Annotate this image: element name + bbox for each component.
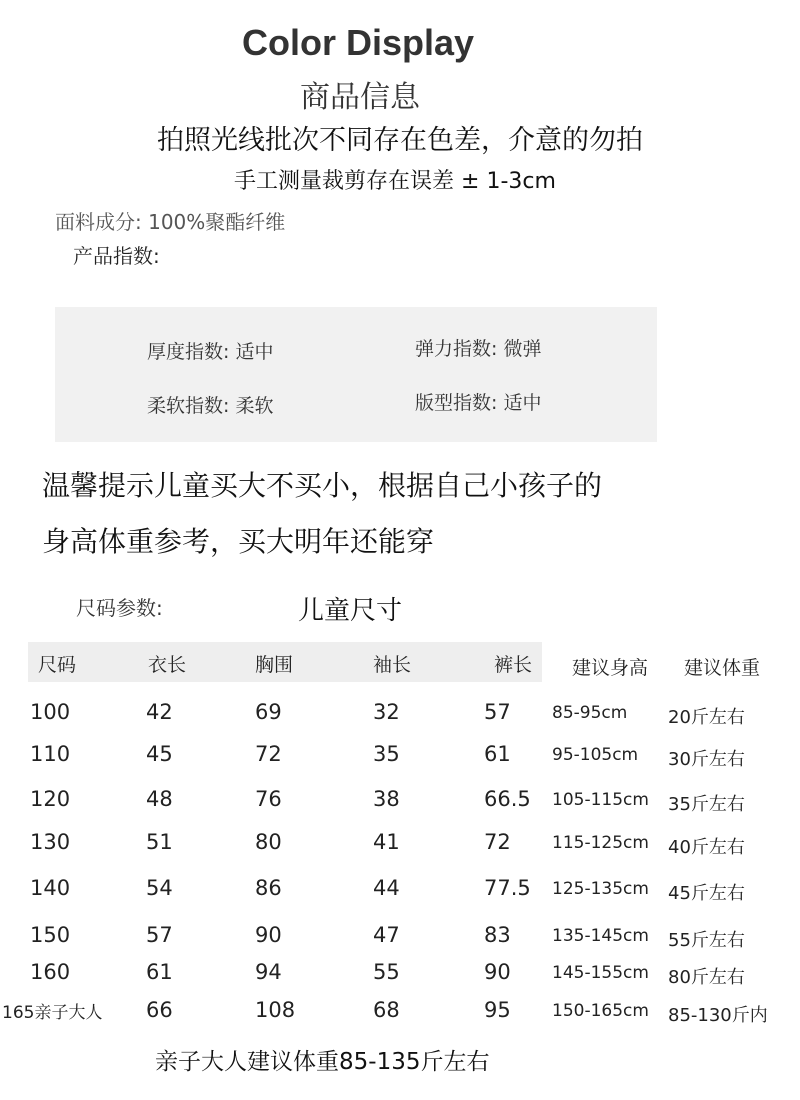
header-chest: 胸围 <box>255 654 294 676</box>
product-info-heading: 商品信息 <box>300 80 420 115</box>
cell-pants: 90 <box>484 960 511 984</box>
cell-length: 51 <box>146 830 173 854</box>
header-size: 尺码 <box>38 654 77 676</box>
cell-chest: 72 <box>255 742 282 766</box>
cell-height: 135-145cm <box>552 926 649 946</box>
cell-length: 54 <box>146 876 173 900</box>
cell-length: 61 <box>146 960 173 984</box>
cell-length: 42 <box>146 700 173 724</box>
cell-length: 48 <box>146 787 173 811</box>
cell-pants: 57 <box>484 700 511 724</box>
cell-chest: 108 <box>255 998 296 1022</box>
cell-sleeve: 38 <box>373 787 400 811</box>
cell-chest: 90 <box>255 923 282 947</box>
cell-sleeve: 55 <box>373 960 400 984</box>
cell-sleeve: 47 <box>373 923 400 947</box>
cell-length: 66 <box>146 998 173 1022</box>
header-length: 衣长 <box>148 654 187 676</box>
cell-weight: 45斤左右 <box>668 883 745 904</box>
cell-weight: 35斤左右 <box>668 794 745 815</box>
thickness-index: 厚度指数: 适中 <box>147 341 274 363</box>
cell-sleeve: 35 <box>373 742 400 766</box>
cell-chest: 94 <box>255 960 282 984</box>
cell-weight: 30斤左右 <box>668 749 745 770</box>
page-title: Color Display <box>241 22 475 63</box>
cell-size: 120 <box>30 787 71 811</box>
adult-weight-note: 亲子大人建议体重85-135斤左右 <box>155 1049 490 1075</box>
elasticity-index: 弹力指数: 微弹 <box>415 338 542 360</box>
cell-chest: 86 <box>255 876 282 900</box>
header-pants: 裤长 <box>494 654 533 676</box>
cell-pants: 61 <box>484 742 511 766</box>
cell-height: 105-115cm <box>552 790 649 810</box>
cell-sleeve: 44 <box>373 876 400 900</box>
size-params-label: 尺码参数: <box>76 596 163 620</box>
product-index-label: 产品指数: <box>73 244 160 268</box>
cell-height: 115-125cm <box>552 833 649 853</box>
header-weight: 建议体重 <box>684 657 761 679</box>
cell-size: 130 <box>30 830 71 854</box>
cell-size: 100 <box>30 700 71 724</box>
tip-line-2: 身高体重参考，买大明年还能穿 <box>42 525 435 558</box>
cell-height: 95-105cm <box>552 745 639 765</box>
cell-size: 140 <box>30 876 71 900</box>
cell-weight: 40斤左右 <box>668 837 745 858</box>
cell-pants: 95 <box>484 998 511 1022</box>
cell-sleeve: 32 <box>373 700 400 724</box>
cell-chest: 80 <box>255 830 282 854</box>
cell-chest: 69 <box>255 700 282 724</box>
cell-length: 45 <box>146 742 173 766</box>
cell-sleeve: 41 <box>373 830 400 854</box>
cell-size: 110 <box>30 742 71 766</box>
product-index-panel <box>55 307 657 442</box>
header-sleeve: 袖长 <box>373 654 412 676</box>
cell-pants: 72 <box>484 830 511 854</box>
tip-line-1: 温馨提示儿童买大不买小，根据自己小孩子的 <box>42 469 603 502</box>
size-kind-label: 儿童尺寸 <box>298 596 403 626</box>
cell-height: 150-165cm <box>552 1001 649 1021</box>
cell-weight: 55斤左右 <box>668 930 745 951</box>
cell-height: 85-95cm <box>552 703 628 723</box>
cell-height: 125-135cm <box>552 879 649 899</box>
cell-weight: 20斤左右 <box>668 707 745 728</box>
cell-size: 150 <box>30 923 71 947</box>
cell-height: 145-155cm <box>552 963 649 983</box>
cell-pants: 77.5 <box>484 876 531 900</box>
cell-weight: 85-130斤内 <box>668 1005 768 1026</box>
cell-chest: 76 <box>255 787 282 811</box>
cell-weight: 80斤左右 <box>668 967 745 988</box>
cell-pants: 83 <box>484 923 511 947</box>
cell-size: 165亲子大人 <box>2 1003 103 1023</box>
cell-size: 160 <box>30 960 71 984</box>
header-height: 建议身高 <box>572 657 649 679</box>
cell-pants: 66.5 <box>484 787 531 811</box>
measurement-error-notice: 手工测量裁剪存在误差 ± 1-3cm <box>234 169 556 194</box>
cell-length: 57 <box>146 923 173 947</box>
color-difference-notice: 拍照光线批次不同存在色差，介意的勿拍 <box>157 125 643 156</box>
fit-index: 版型指数: 适中 <box>415 392 542 414</box>
cell-sleeve: 68 <box>373 998 400 1022</box>
softness-index: 柔软指数: 柔软 <box>147 395 274 417</box>
fabric-composition: 面料成分: 100%聚酯纤维 <box>55 210 286 234</box>
